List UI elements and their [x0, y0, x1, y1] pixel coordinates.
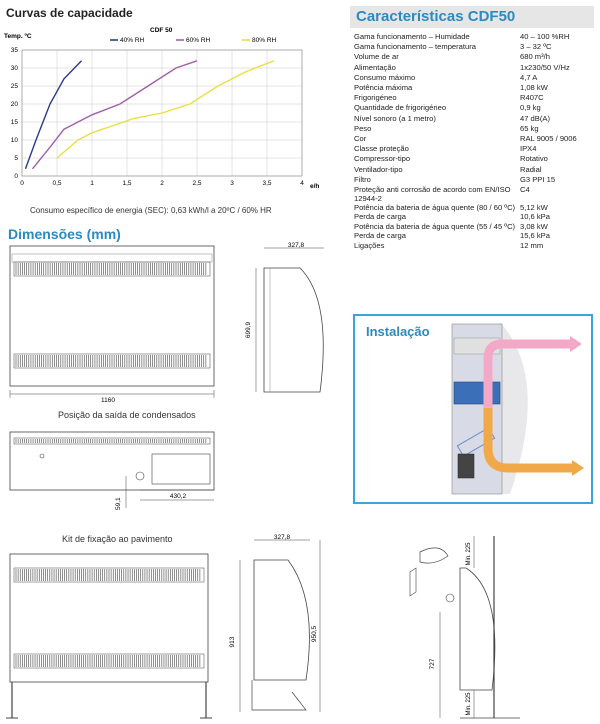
- characteristics-title: Características CDF50: [356, 8, 516, 25]
- spec-label: Perda de carga: [354, 231, 406, 241]
- y-tick-label: 5: [14, 155, 18, 162]
- kit-depth-label: 327,8: [273, 534, 291, 541]
- x-tick-label: 3,5: [262, 180, 272, 187]
- capacity-footnote: Consumo específico de energia (SEC): 0,63 kWh/l a 20ºC / 60% HR: [30, 206, 272, 215]
- installation-illustration: [440, 318, 590, 498]
- capacity-title: Curvas de capacidade: [6, 6, 133, 20]
- spec-value: 3,08 kW: [520, 222, 548, 232]
- kit-front-drawing: [0, 548, 220, 722]
- spec-label: Potência máxima: [354, 83, 413, 93]
- spec-row: [354, 241, 596, 251]
- spec-value: 1,08 kW: [520, 83, 548, 93]
- wall-height-label: 727: [429, 658, 436, 670]
- spec-value: 15,6 kPa: [520, 231, 550, 241]
- dim-depth-label: 327,8: [287, 242, 305, 249]
- spec-label: Frigorigéneo: [354, 93, 397, 103]
- spec-value: 0,9 kg: [520, 103, 541, 113]
- spec-row: [354, 134, 596, 144]
- spec-label: Gama funcionamento – Humidade: [354, 32, 470, 41]
- capacity-chart: [0, 22, 340, 200]
- spec-row: [354, 42, 596, 52]
- spec-value: 4,7 A: [520, 72, 538, 82]
- spec-value: 40 – 100 %RH: [520, 32, 570, 41]
- spec-value: G3 PPI 15: [520, 174, 556, 184]
- outlet-view-drawing: [0, 424, 232, 514]
- spec-value: R407C: [520, 93, 544, 103]
- spec-label: Perda de carga: [354, 212, 406, 222]
- y-tick-label: 0: [14, 173, 18, 180]
- chart-series: [26, 61, 275, 169]
- x-tick-label: 3: [230, 180, 234, 187]
- spec-row: [354, 114, 596, 124]
- spec-value: 12 mm: [520, 241, 544, 251]
- dim-height-label: 699,9: [245, 321, 252, 339]
- spec-label: Ventilador-tipo: [354, 164, 403, 174]
- spec-label: Compressor-tipo: [354, 154, 411, 164]
- spec-value: C4: [520, 185, 530, 195]
- dim-outlet-y-label: 59,1: [115, 497, 122, 510]
- spec-row: [354, 63, 596, 73]
- kit-caption: Kit de fixação ao pavimento: [62, 534, 173, 544]
- x-tick-label: 1: [90, 180, 94, 187]
- series-line-40rh: [26, 61, 82, 169]
- x-tick-label: 1,5: [122, 180, 132, 187]
- spec-label: Filtro: [354, 174, 371, 184]
- spec-value: IPX4: [520, 144, 537, 154]
- x-tick-label: 2: [160, 180, 164, 187]
- y-tick-label: 25: [10, 83, 18, 90]
- spec-row: [354, 222, 596, 231]
- chart-xlabel: e/h: [310, 183, 320, 190]
- spec-row: [354, 32, 596, 42]
- x-tick-label: 2,5: [192, 180, 202, 187]
- spec-value: 10,6 kPa: [520, 212, 550, 222]
- spec-row: [354, 154, 596, 164]
- side-view-drawing: [240, 240, 340, 400]
- y-tick-label: 30: [10, 65, 18, 72]
- spec-value: 3 – 32 ºC: [520, 42, 552, 52]
- legend-label: 80% RH: [252, 37, 277, 44]
- spec-value: 5,12 kW: [520, 203, 548, 213]
- x-tick-label: 0,5: [52, 180, 62, 187]
- spec-row: [354, 124, 596, 134]
- spec-row: [354, 83, 596, 93]
- spec-label: Cor: [354, 134, 367, 144]
- spec-label: Classe proteção: [354, 144, 409, 154]
- spec-label: Volume de ar: [354, 52, 399, 62]
- spec-value: Radial: [520, 164, 542, 174]
- spec-row: [354, 52, 596, 62]
- dim-width-label: 1160: [101, 397, 115, 404]
- kit-side-drawing: [222, 530, 332, 720]
- spec-row: [354, 165, 596, 175]
- wall-min-top-label: Min. 225: [466, 542, 472, 566]
- y-tick-label: 35: [10, 47, 18, 54]
- spec-label: Gama funcionamento – temperatura: [354, 42, 476, 52]
- installation-title: Instalação: [366, 324, 430, 339]
- spec-value: Rotativo: [520, 154, 548, 164]
- kit-height-b-label: 950,5: [311, 625, 318, 643]
- legend-label: 40% RH: [120, 37, 145, 44]
- wall-mount-drawing: [400, 532, 600, 722]
- spec-label: Ligações: [354, 241, 385, 251]
- front-view-drawing: [0, 244, 232, 404]
- chart-title: CDF 50: [150, 27, 173, 34]
- spec-label: Quantidade de frigorigéneo: [354, 103, 447, 113]
- spec-value: RAL 9005 / 9006: [520, 134, 577, 144]
- spec-row: [354, 231, 596, 241]
- spec-row: [354, 212, 596, 222]
- spec-row: [354, 103, 596, 113]
- spec-value: 1x230/50 V/Hz: [520, 62, 570, 72]
- y-tick-label: 20: [10, 101, 18, 108]
- spec-row: [354, 93, 596, 103]
- wall-min-bottom-label: Min. 225: [466, 692, 472, 716]
- spec-label: Proteção anti corrosão de acordo com EN/ISO 12944-2: [354, 185, 511, 204]
- y-tick-label: 15: [10, 119, 18, 126]
- dimensions-title: Dimensões (mm): [8, 226, 121, 242]
- spec-value: 47 dB(A): [520, 113, 550, 123]
- spec-label: Consumo máximo: [354, 72, 416, 82]
- chart-ylabel: Temp. ºC: [4, 33, 32, 40]
- spec-label: Alimentação: [354, 62, 396, 72]
- x-tick-label: 4: [300, 180, 304, 187]
- spec-row: [354, 203, 596, 212]
- spec-label: Potência da bateria de água quente (55 / 45 ºC): [354, 222, 516, 232]
- spec-label: Peso: [354, 123, 372, 133]
- spec-label: Nível sonoro (a 1 metro): [354, 113, 436, 123]
- spec-label: Potência da bateria de água quente (80 / 60 ºC): [354, 203, 516, 213]
- spec-value: 65 kg: [520, 123, 539, 133]
- y-tick-label: 10: [10, 137, 18, 144]
- outlet-caption: Posição da saída de condensados: [58, 410, 196, 420]
- spec-row: [354, 175, 596, 185]
- spec-row: [354, 73, 596, 83]
- spec-row: [354, 185, 596, 203]
- kit-height-a-label: 913: [229, 636, 236, 648]
- dim-outlet-x-label: 430,2: [169, 493, 187, 500]
- legend-label: 60% RH: [186, 37, 211, 44]
- x-tick-label: 0: [20, 180, 24, 187]
- spec-value: 680 m³/h: [520, 52, 550, 62]
- spec-table: [354, 32, 596, 252]
- spec-row: [354, 144, 596, 154]
- chart-legend: [110, 37, 277, 44]
